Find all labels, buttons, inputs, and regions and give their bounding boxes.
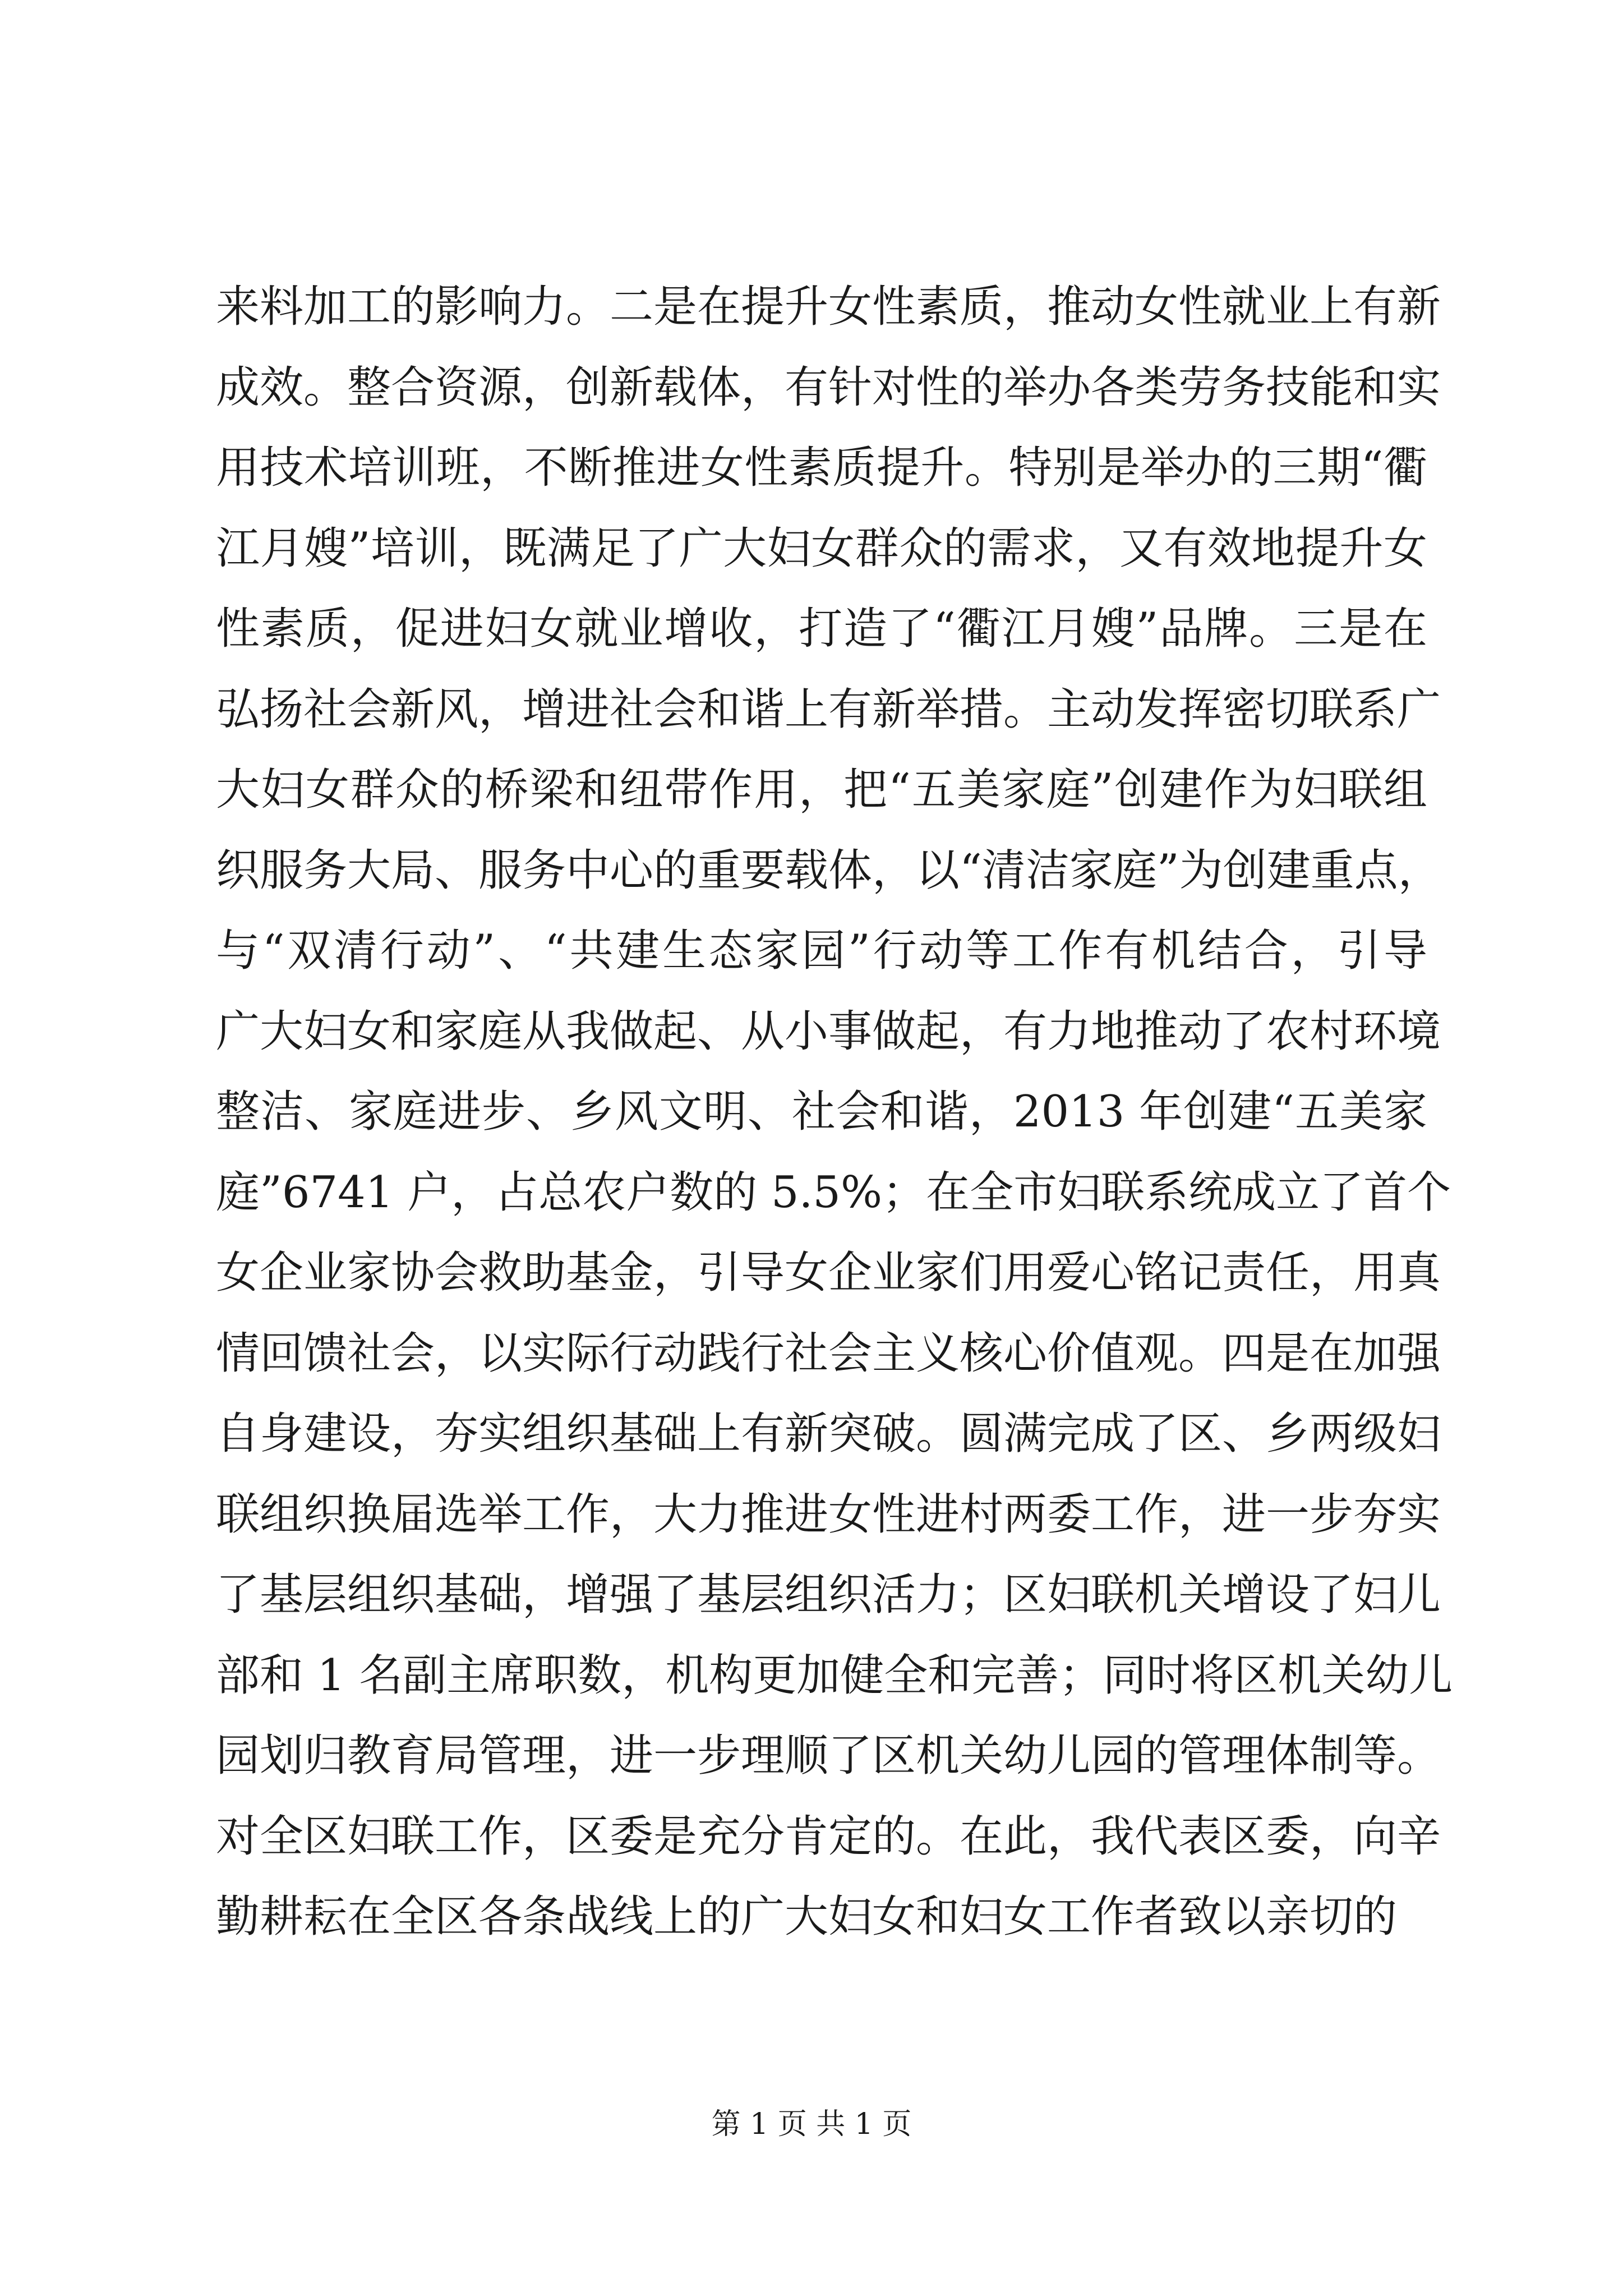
text-line-12: 庭”6741 户，占总农户数的 5.5%；在全市妇联系统成立了首个 [216, 1167, 1451, 1218]
text-line-7: 大妇女群众的桥梁和纽带作用，把“五美家庭”创建作为妇联组 [216, 765, 1427, 815]
text-line-8: 织服务大局、服务中心的重要载体，以“清洁家庭”为创建重点， [216, 845, 1442, 896]
text-line-17: 了基层组织基础，增强了基层组织活力；区妇联机关增设了妇儿 [216, 1570, 1441, 1620]
page-footer: 第 1 页 共 1 页 [711, 2108, 912, 2141]
text-line-9: 与“双清行动”、“共建生态家园”行动等工作有机结合，引导 [216, 926, 1427, 976]
text-line-16: 联组织换届选举工作，大力推进女性进村两委工作，进一步夯实 [216, 1489, 1441, 1540]
text-line-6: 弘扬社会新风，增进社会和谐上有新举措。主动发挥密切联系广 [216, 684, 1441, 735]
text-line-19: 园划归教育局管理，进一步理顺了区机关幼儿园的管理体制等。 [216, 1731, 1441, 1781]
text-line-2: 成效。整合资源，创新载体，有针对性的举办各类劳务技能和实 [216, 362, 1441, 413]
text-line-14: 情回馈社会，以实际行动践行社会主义核心价值观。四是在加强 [216, 1328, 1441, 1379]
text-line-15: 自身建设，夯实组织基础上有新突破。圆满完成了区、乡两级妇 [216, 1409, 1441, 1459]
text-line-5: 性素质，促进妇女就业增收，打造了“衢江月嫂”品牌。三是在 [216, 604, 1427, 654]
body-text [216, 267, 1453, 1958]
text-line-20: 对全区妇联工作，区委是充分肯定的。在此，我代表区委，向辛 [216, 1811, 1441, 1862]
text-line-11: 整洁、家庭进步、乡风文明、社会和谐，2013 年创建“五美家 [216, 1087, 1427, 1137]
text-line-18: 部和 1 名副主席职数，机构更加健全和完善；同时将区机关幼儿 [216, 1650, 1453, 1701]
text-line-21: 勤耕耘在全区各条战线上的广大妇女和妇女工作者致以亲切的 [216, 1892, 1398, 1942]
text-line-1: 来料加工的影响力。二是在提升女性素质，推动女性就业上有新 [216, 282, 1441, 332]
text-line-13: 女企业家协会救助基金，引导女企业家们用爱心铭记责任，用真 [216, 1248, 1441, 1298]
text-line-10: 广大妇女和家庭从我做起、从小事做起，有力地推动了农村环境 [216, 1006, 1441, 1057]
text-line-4: 江月嫂”培训，既满足了广大妇女群众的需求，又有效地提升女 [216, 523, 1427, 574]
text-line-3: 用技术培训班，不断推进女性素质提升。特别是举办的三期“衢 [216, 443, 1427, 493]
